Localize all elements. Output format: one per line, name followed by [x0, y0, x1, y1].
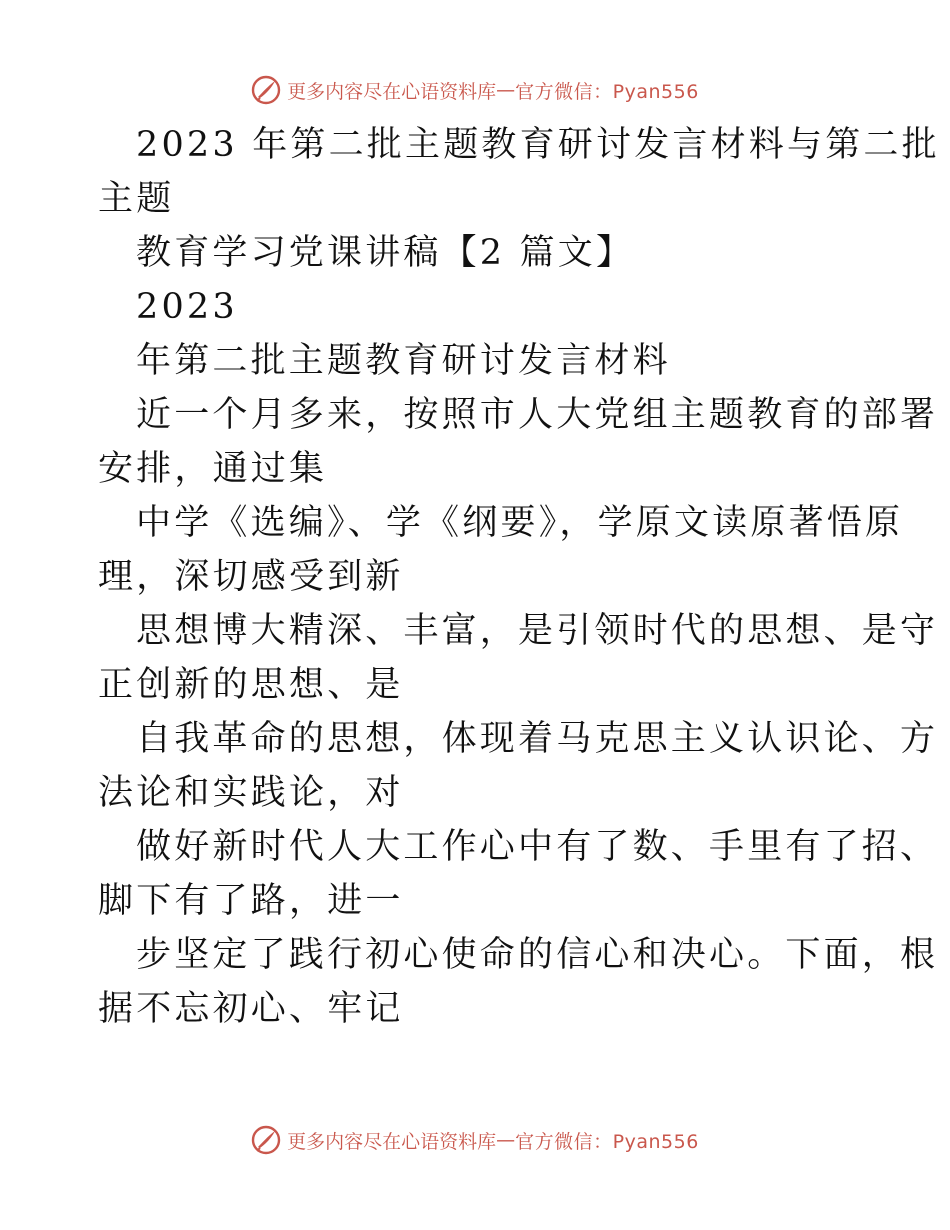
- document-body: [98, 118, 940, 1036]
- body-line: 2023 年第二批主题教育研讨发言材料与第二批: [136, 125, 940, 165]
- watermark-banner-bottom: [0, 1122, 950, 1158]
- watermark-text: 更多内容尽在心语资料库: [287, 80, 497, 103]
- body-line: 年第二批主题教育研讨发言材料: [136, 341, 671, 381]
- body-line: 教育学习党课讲稿【2 篇文】: [136, 233, 635, 273]
- body-line: 主题: [98, 179, 175, 219]
- watermark-text: 更多内容尽在心语资料库: [287, 1130, 497, 1153]
- watermark-banner-top: [0, 72, 950, 108]
- body-line: 据不忘初心、牢记: [98, 989, 404, 1029]
- quill-logo-icon: [251, 75, 281, 105]
- body-line: 思想博大精深、丰富，是引领时代的思想、是守: [136, 611, 939, 651]
- watermark-wechat: 官方微信：Pyan556: [515, 80, 699, 103]
- body-line: 法论和实践论，对: [98, 773, 404, 813]
- body-line: 安排，通过集: [98, 449, 328, 489]
- body-line: 步坚定了践行初心使命的信心和决心。下面，根: [136, 935, 939, 975]
- watermark-separator: —: [496, 79, 516, 101]
- body-line: 近一个月多来，按照市人大党组主题教育的部署: [136, 395, 939, 435]
- body-line: 理，深切感受到新: [98, 557, 404, 597]
- body-line: 中学《选编》、学《纲要》，学原文读原著悟原: [136, 503, 904, 543]
- body-line: 自我革命的思想，体现着马克思主义认识论、方: [136, 719, 939, 759]
- body-line: 正创新的思想、是: [98, 665, 404, 705]
- watermark-wechat: 官方微信：Pyan556: [515, 1130, 699, 1153]
- watermark-separator: —: [496, 1129, 516, 1151]
- quill-logo-icon: [251, 1125, 281, 1155]
- body-line: 脚下有了路，进一: [98, 881, 404, 921]
- body-line: 做好新时代人大工作心中有了数、手里有了招、: [136, 827, 939, 867]
- body-line: 2023: [136, 287, 238, 327]
